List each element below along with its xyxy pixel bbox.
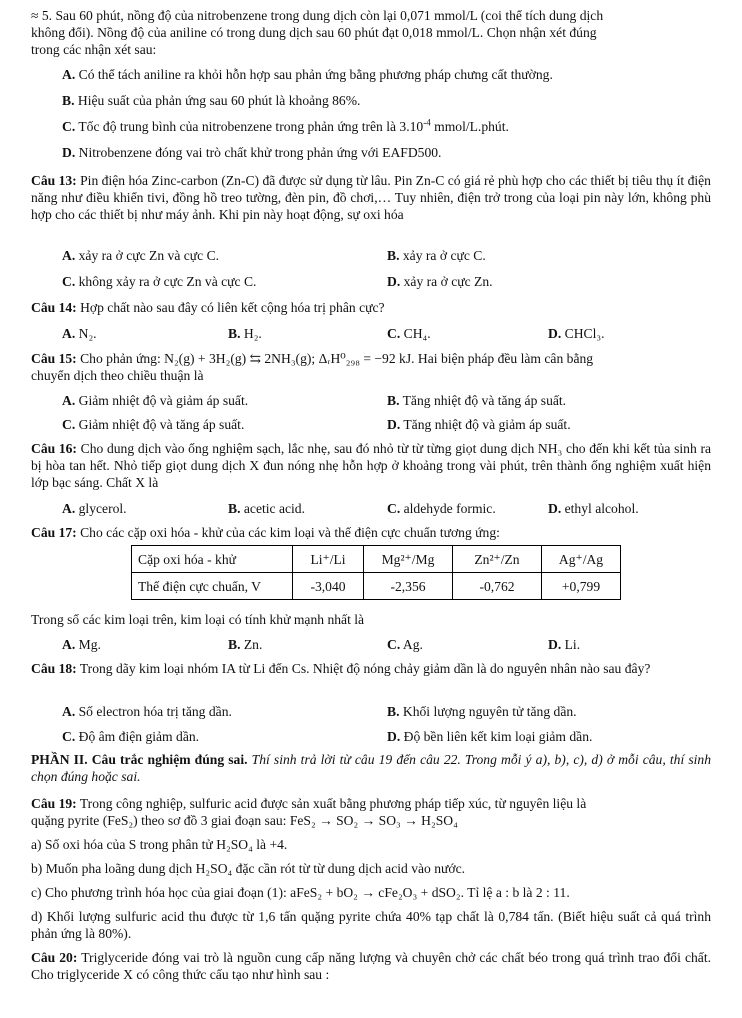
- exponent: -4: [423, 117, 431, 128]
- option-letter: D.: [387, 417, 401, 432]
- table-row: [132, 573, 621, 600]
- intro-option-a: [62, 66, 553, 83]
- q14-option-a: [62, 325, 97, 342]
- option-letter: A.: [62, 704, 76, 719]
- option-letter: B.: [387, 393, 400, 408]
- question-label: Câu 17:: [31, 525, 77, 540]
- option-text: Tốc độ trung bình của nitrobenzene trong phản ứng trên là 3.10: [78, 119, 424, 134]
- option-text: Zn.: [243, 637, 263, 652]
- q18-option-b: [387, 703, 577, 720]
- question-14: [31, 299, 385, 316]
- table-cell: -0,762: [453, 573, 542, 600]
- question-text: Trong dãy kim loại nhóm IA từ Li đến Cs. Nhiệt độ nóng chảy giảm dần là do nguyên nhân nào sau đây?: [79, 661, 651, 676]
- potential-table: [131, 545, 621, 600]
- question-label: Câu 18:: [31, 661, 77, 676]
- intro-option-c: [62, 118, 509, 135]
- q15-option-d: [387, 416, 571, 433]
- q13-option-b: [387, 247, 486, 264]
- option-letter: D.: [62, 145, 76, 160]
- option-letter: A.: [62, 637, 76, 652]
- question-13: [31, 172, 711, 223]
- option-text: Tăng nhiệt độ và giảm áp suất.: [403, 417, 571, 432]
- table-cell: Li⁺/Li: [293, 546, 364, 573]
- option-text: N₂.: [78, 326, 97, 341]
- option-text: Hiệu suất của phản ứng sau 60 phút là khoảng 86%.: [77, 93, 361, 108]
- question-label: Câu 16:: [31, 441, 77, 456]
- option-text: Giảm nhiệt độ và tăng áp suất.: [78, 417, 245, 432]
- question-text: Cho các cặp oxi hóa - khử của các kim loại và thế điện cực chuẩn tương ứng:: [80, 525, 500, 540]
- table-header-cell: Cặp oxi hóa - khử: [132, 546, 293, 573]
- option-text: Giảm nhiệt độ và giảm áp suất.: [78, 393, 249, 408]
- q16-option-c: [387, 500, 496, 517]
- option-text: Nitrobenzene đóng vai trò chất khử trong phản ứng với EAFD500.: [78, 145, 442, 160]
- option-text: Số electron hóa trị tăng dần.: [78, 704, 232, 719]
- intro-line-2: không đổi). Nồng độ của aniline có trong dung dịch sau 60 phút đạt 0,018 mmol/L. Chọn nhận xét đúng: [31, 25, 597, 40]
- q16-option-a: [62, 500, 127, 517]
- section-instructions: Thí sinh trả lời từ câu 19 đến câu 22. Trong mỗi ý a), b), c), d) ở mỗi câu, thí sinh chọn đúng hoặc sai.: [31, 752, 711, 784]
- option-letter: D.: [548, 326, 562, 341]
- option-letter: C.: [62, 729, 76, 744]
- option-text: H₂.: [243, 326, 262, 341]
- q18-option-c: [62, 728, 199, 745]
- q17-option-b: [228, 636, 262, 653]
- option-letter: C.: [62, 274, 76, 289]
- option-letter: A.: [62, 393, 76, 408]
- question-18: [31, 660, 711, 677]
- section-label: PHẦN II. Câu trắc nghiệm đúng sai.: [31, 752, 248, 767]
- option-letter: C.: [387, 501, 401, 516]
- table-cell: Zn²⁺/Zn: [453, 546, 542, 573]
- option-letter: D.: [548, 637, 562, 652]
- option-text: Độ bền liên kết kim loại giảm dần.: [403, 729, 593, 744]
- option-text: Khối lượng nguyên tử tăng dần.: [402, 704, 577, 719]
- intro-line-1: ≈ 5. Sau 60 phút, nồng độ của nitrobenzene trong dung dịch còn lại 0,071 mmol/L (coi thể tích dung dịch: [31, 8, 604, 23]
- option-letter: C.: [62, 119, 76, 134]
- question-label: Câu 13:: [31, 173, 77, 188]
- part-2-header: [31, 751, 711, 785]
- option-letter: C.: [387, 637, 401, 652]
- option-letter: B.: [62, 93, 75, 108]
- q17-option-c: [387, 636, 423, 653]
- question-text: Cho dung dịch vào ống nghiệm sạch, lắc nhẹ, sau đó nhỏ từ từ từng giọt dung dịch NH₃ cho đến khi kết tủa sinh ra bị hòa tan hết. Nhỏ tiếp giọt dung dịch X đun nóng nhẹ hỗn hợp ở khoảng trong vài phút, trên thành ống nghiệm xuất hiện lớp bạc sáng. Chất X là: [31, 441, 711, 490]
- table-cell: +0,799: [542, 573, 621, 600]
- q19-statement-a: a) Số oxi hóa của S trong phân tử H₂SO₄ là +4.: [31, 837, 288, 852]
- q14-option-d: [548, 325, 605, 342]
- question-text: Hợp chất nào sau đây có liên kết cộng hóa trị phân cực?: [80, 300, 385, 315]
- q18-option-d: [387, 728, 592, 745]
- q13-option-d: [387, 273, 493, 290]
- question-16: [31, 440, 711, 491]
- option-letter: B.: [387, 248, 400, 263]
- q16-option-b: [228, 500, 305, 517]
- option-text: xảy ra ở cực Zn.: [403, 274, 493, 289]
- question-label: Câu 15:: [31, 351, 77, 366]
- question-17-followup: Trong số các kim loại trên, kim loại có tính khử mạnh nhất là: [31, 612, 365, 627]
- q18-option-a: [62, 703, 232, 720]
- intro-option-b: [62, 92, 360, 109]
- intro-line-3: trong các nhận xét sau:: [31, 42, 157, 57]
- q13-option-c: [62, 273, 256, 290]
- option-text: aldehyde formic.: [403, 501, 496, 516]
- table-cell: Mg²⁺/Mg: [364, 546, 453, 573]
- question-label: Câu 14:: [31, 300, 77, 315]
- question-19-line-2: quặng pyrite (FeS₂) theo sơ đồ 3 giai đoạn sau: FeS₂ → SO₂ → SO₃ → H₂SO₄: [31, 813, 458, 828]
- option-letter: A.: [62, 67, 76, 82]
- option-text: CHCl₃.: [564, 326, 605, 341]
- option-text: Ag.: [402, 637, 423, 652]
- option-letter: C.: [387, 326, 401, 341]
- question-text: Trong công nghiệp, sulfuric acid được sản xuất bằng phương pháp tiếp xúc, từ nguyên liệu là: [79, 796, 587, 811]
- option-letter: C.: [62, 417, 76, 432]
- option-text: xảy ra ở cực Zn và cực C.: [78, 248, 220, 263]
- option-text: ethyl alcohol.: [564, 501, 639, 516]
- question-17: [31, 524, 500, 541]
- option-text-tail: mmol/L.phút.: [430, 119, 509, 134]
- q15-option-c: [62, 416, 244, 433]
- q19-statement-b: b) Muốn pha loãng dung dịch H₂SO₄ đặc cần rót từ từ dung dịch acid vào nước.: [31, 861, 466, 876]
- option-text: glycerol.: [78, 501, 127, 516]
- table-cell: -2,356: [364, 573, 453, 600]
- q13-option-a: [62, 247, 219, 264]
- option-text: Tăng nhiệt độ và tăng áp suất.: [402, 393, 567, 408]
- option-text: Có thể tách aniline ra khỏi hỗn hợp sau phản ứng bằng phương pháp chưng cất thường.: [78, 67, 553, 82]
- option-letter: B.: [228, 326, 241, 341]
- q14-option-c: [387, 325, 431, 342]
- q19-statement-d: d) Khối lượng sulfuric acid thu được từ 1,6 tấn quặng pyrite chứa 40% tạp chất là 0,784 tấn. (Biết hiệu suất cả quá trình phản ứng là 80%).: [31, 909, 711, 941]
- q16-option-d: [548, 500, 639, 517]
- q14-option-b: [228, 325, 262, 342]
- option-text: acetic acid.: [243, 501, 306, 516]
- option-text: Li.: [564, 637, 581, 652]
- option-text: không xảy ra ở cực Zn và cực C.: [78, 274, 257, 289]
- option-letter: B.: [228, 501, 241, 516]
- option-letter: D.: [387, 729, 401, 744]
- question-text: Pin điện hóa Zinc-carbon (Zn-C) đã được sử dụng từ lâu. Pin Zn-C có giá rẻ phù hợp cho các thiết bị tiêu thụ ít điện năng như điều khiển tivi, đồng hồ treo tường, đèn pin, đồ chơi,… Tuy nhiên, điện trở trong của loại pin này lớn, không phù hợp cho các thiết bị như máy ảnh. Khi pin này hoạt động, sự oxi hóa: [31, 173, 711, 222]
- q17-option-a: [62, 636, 101, 653]
- question-label: Câu 19:: [31, 796, 77, 811]
- option-letter: D.: [387, 274, 401, 289]
- option-text: xảy ra ở cực C.: [402, 248, 486, 263]
- intro-option-d: [62, 144, 441, 161]
- question-19-line-1: [31, 795, 586, 812]
- q15-option-a: [62, 392, 248, 409]
- q19-statement-c: c) Cho phương trình hóa học của giai đoạn (1): aFeS₂ + bO₂ → cFe₂O₃ + dSO₂. Tỉ lệ a : b là 2 : 11.: [31, 885, 570, 900]
- option-letter: A.: [62, 326, 76, 341]
- option-text: Độ âm điện giảm dần.: [78, 729, 200, 744]
- question-15-line-1: [31, 350, 593, 367]
- question-15-line-2: chuyển dịch theo chiều thuận là: [31, 368, 204, 383]
- option-letter: A.: [62, 248, 76, 263]
- table-cell: -3,040: [293, 573, 364, 600]
- option-letter: B.: [228, 637, 241, 652]
- option-letter: B.: [387, 704, 400, 719]
- question-text: Triglyceride đóng vai trò là nguồn cung cấp năng lượng và chuyên chở các chất béo trong quá trình trao đổi chất. Cho triglyceride X có công thức cấu tạo như hình sau :: [31, 950, 711, 982]
- table-row: [132, 546, 621, 573]
- option-text: Mg.: [78, 637, 101, 652]
- option-letter: A.: [62, 501, 76, 516]
- option-letter: D.: [548, 501, 562, 516]
- table-cell: Ag⁺/Ag: [542, 546, 621, 573]
- q15-option-b: [387, 392, 566, 409]
- q17-option-d: [548, 636, 580, 653]
- option-text: CH₄.: [403, 326, 431, 341]
- question-text: Cho phản ứng: N₂(g) + 3H₂(g) ⇆ 2NH₃(g); ΔᵣH⁰₂₉₈ = −92 kJ. Hai biện pháp đều làm cân bằng: [80, 351, 594, 366]
- question-label: Câu 20:: [31, 950, 78, 965]
- table-header-cell: Thế điện cực chuẩn, V: [132, 573, 293, 600]
- question-20: [31, 949, 711, 983]
